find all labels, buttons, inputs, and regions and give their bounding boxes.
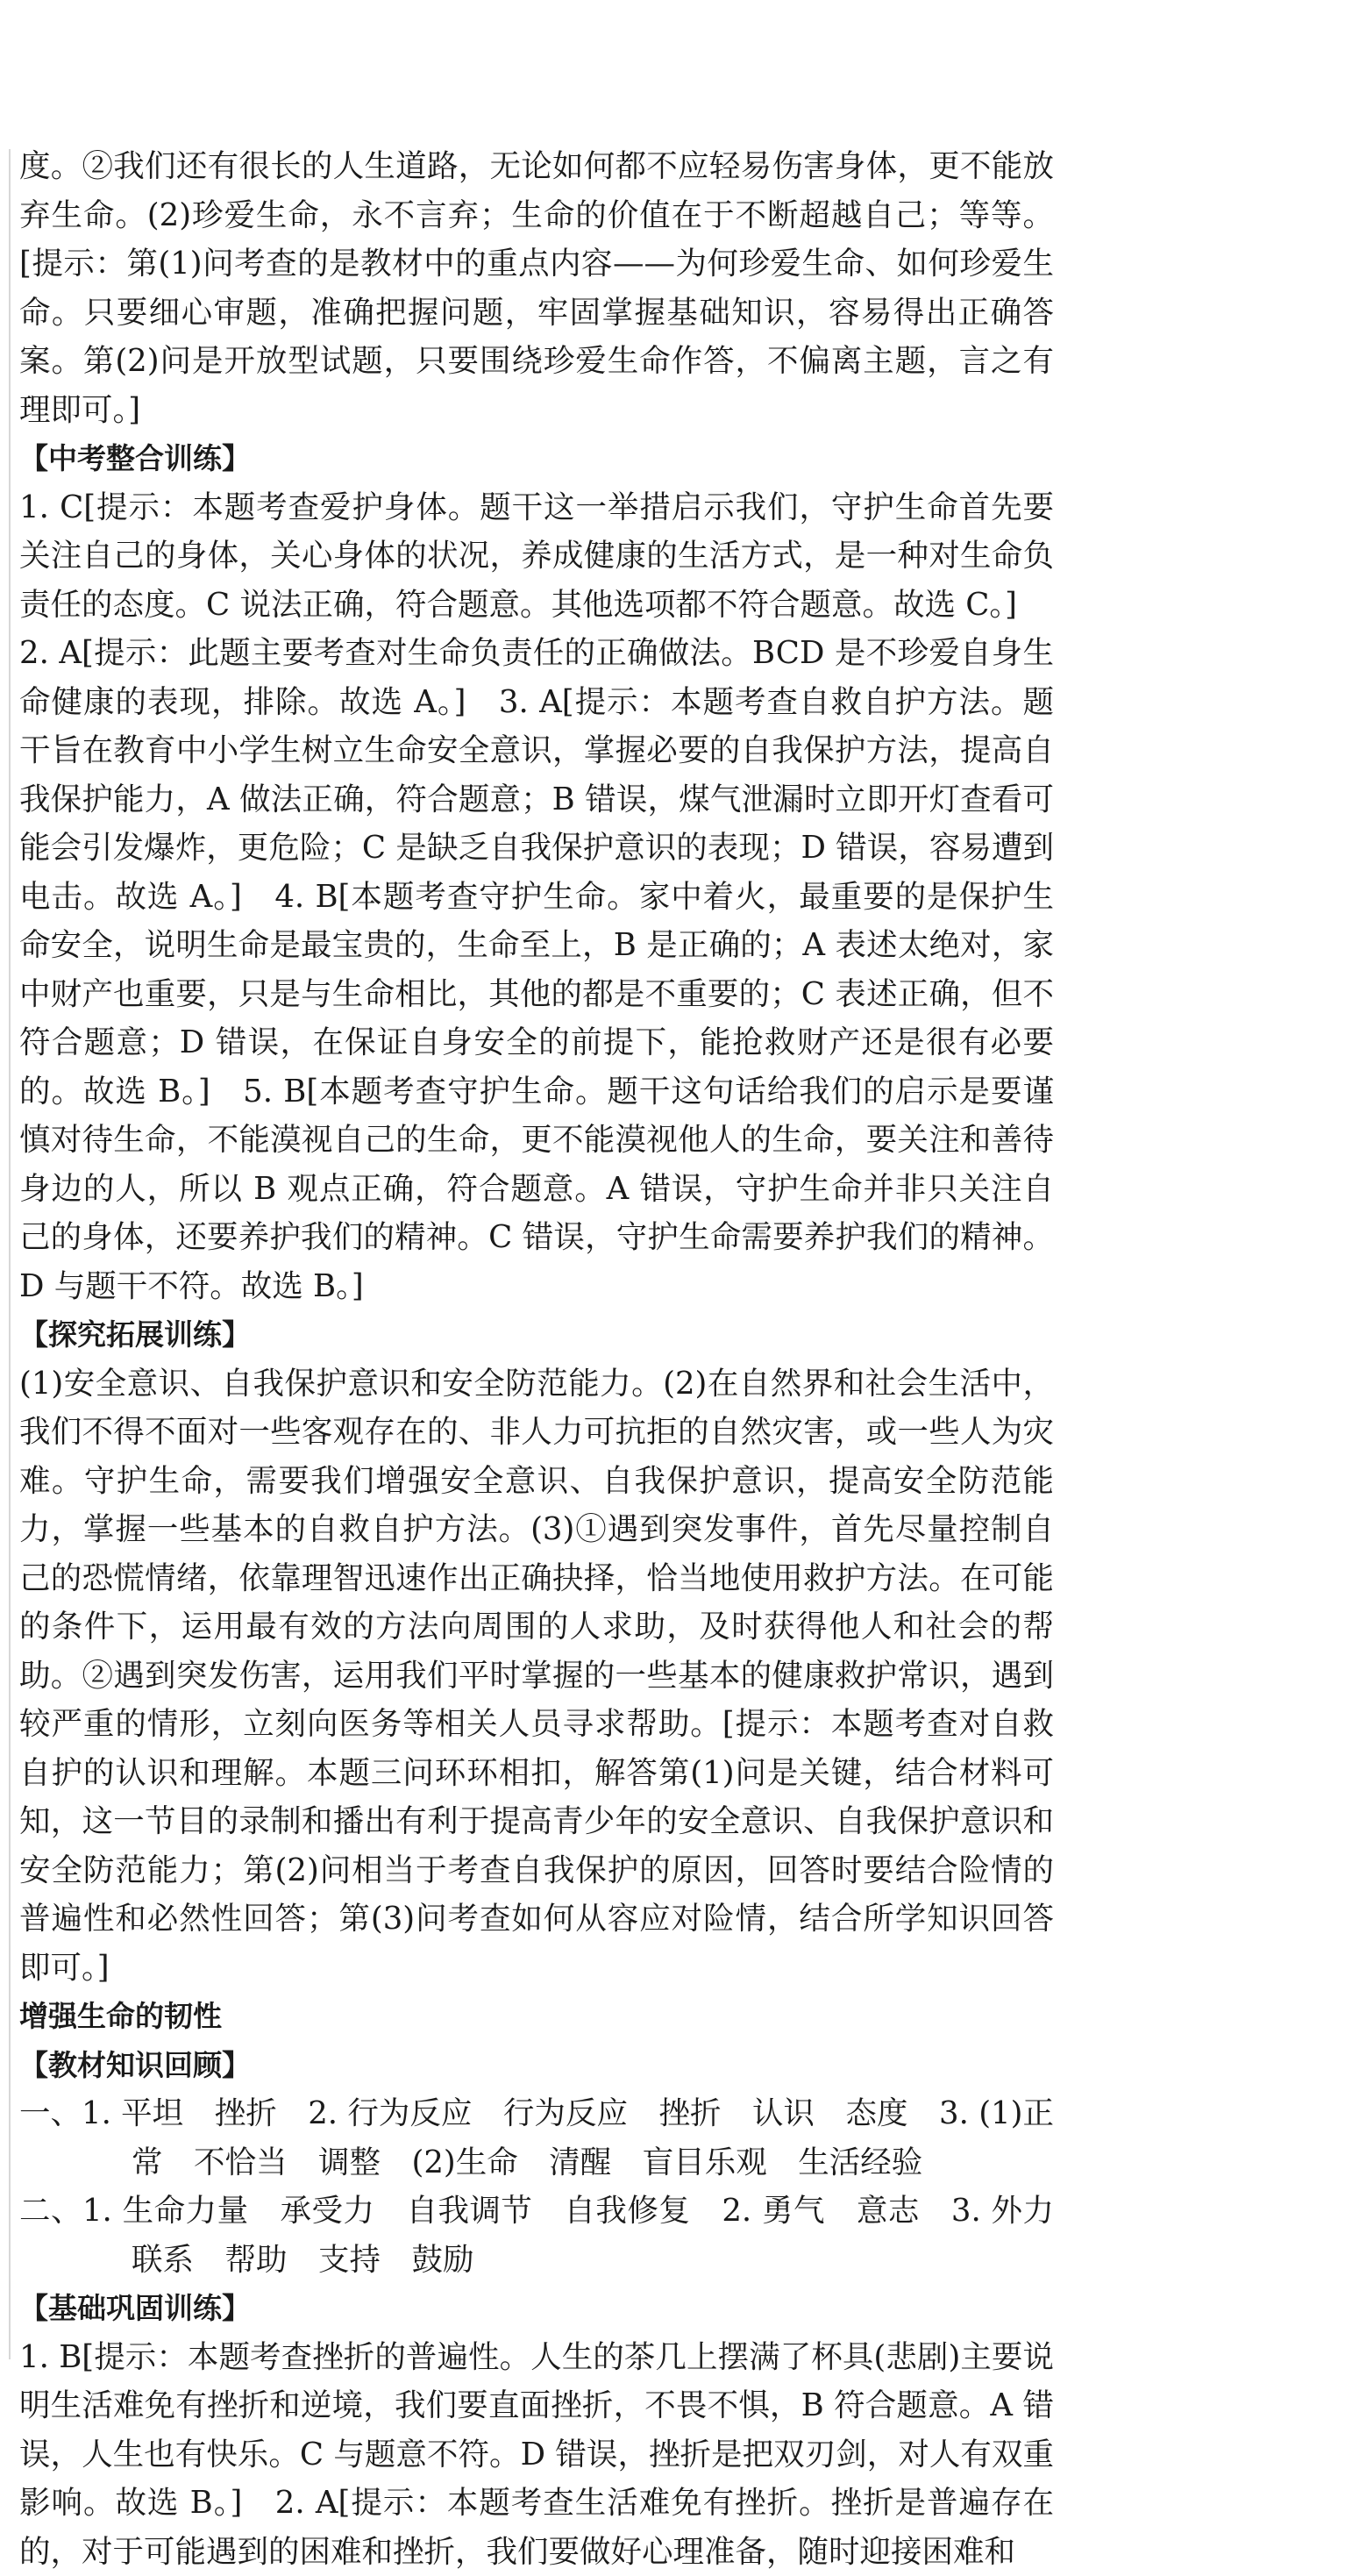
paragraph-tanjiu: (1)安全意识、自我保护意识和安全防范能力。(2)在自然界和社会生活中，我们不得不面对一些客观存在的、非人力可抗拒的自然灾害，或一些人为灾难。守护生命，需要我们增强安全意识、自我保护意识，提高安全防范能力，掌握一些基本的自救自护方法。(3)①遇到突发事件，首先尽量控制自己的恐慌情绪，依靠理智迅速作出正确抉择，恰当地使用救护方法。在可能的条件下，运用最有效的方法向周围的人求助，及时获得他人和社会的帮助。②遇到突发伤害，运用我们平时掌握的一些基本的健康救护常识，遇到较严重的情形，立刻向医务等相关人员寻求帮助。[提示：本题考查对自救自护的认识和理解。本题三问环环相扣，解答第(1)问是关键，结合材料可知，这一节目的录制和播出有利于提高青少年的安全意识、自我保护意识和安全防范能力；第(2)问相当于考查自我保护的原因，回答时要结合险情的普遍性和必然性回答；第(3)问考查如何从容应对险情，结合所学知识回答即可。] (19, 1359, 1054, 1993)
lesson-title: 增强生命的韧性 (19, 1992, 1054, 2041)
paragraph-intro: 度。②我们还有很长的人生道路，无论如何都不应轻易伤害身体，更不能放弃生命。(2)珍爱生命，永不言弃；生命的价值在于不断超越自己；等等。[提示：第(1)问考查的是教材中的重点内容——为何珍爱生命、如何珍爱生命。只要细心审题，准确把握问题，牢固掌握基础知识，容易得出正确答案。第(2)问是开放型试题，只要围绕珍爱生命作答，不偏离主题，言之有理即可。] (19, 142, 1054, 434)
paragraph-jichu: 1. B[提示：本题考查挫折的普遍性。人生的茶几上摆满了杯具(悲剧)主要说明生活难免有挫折和逆境，我们要直面挫折，不畏不惧，B 符合题意。A 错误，人生也有快乐。C 与题意不符。D 错误，挫折是把双刃剑，对人有双重影响。故选 B。] 2. A[提示：本题考查生活难免有挫折。挫折是普遍存在的，对于可能遇到的困难和挫折，我们要做好心理准备，随时迎接困难和 (19, 2333, 1054, 2576)
answer-item-1: 1. C[提示：本题考查爱护身体。题干这一举措启示我们，守护生命首先要关注自己的身体，关心身体的状况，养成健康的生活方式，是一种对生命负责任的态度。C 说法正确，符合题意。其他选项都不符合题意。故选 C。] (19, 483, 1054, 630)
section-heading-zhongkao: 【中考整合训练】 (19, 434, 1054, 483)
section-heading-jiaocai: 【教材知识回顾】 (19, 2041, 1054, 2090)
review-part-1: 一、1. 平坦 挫折 2. 行为反应 行为反应 挫折 认识 态度 3. (1)正常 不恰当 调整 (2)生命 清醒 盲目乐观 生活经验 (19, 2089, 1054, 2187)
section-heading-jichu: 【基础巩固训练】 (19, 2284, 1054, 2333)
review-part-2: 二、1. 生命力量 承受力 自我调节 自我修复 2. 勇气 意志 3. 外力联系 帮助 支持 鼓励 (19, 2187, 1054, 2284)
margin-rule (9, 149, 11, 2359)
answer-content (19, 142, 1054, 2576)
section-heading-tanjiu: 【探究拓展训练】 (19, 1310, 1054, 1359)
answer-items-2-5: 2. A[提示：此题主要考查对生命负责任的正确做法。BCD 是不珍爱自身生命健康的表现，排除。故选 A。] 3. A[提示：本题考查自救自护方法。题干旨在教育中小学生树立生命安全意识，掌握必要的自我保护方法，提高自我保护能力，A 做法正确，符合题意；B 错误，煤气泄漏时立即开灯查看可能会引发爆炸，更危险；C 是缺乏自我保护意识的表现；D 错误，容易遭到电击。故选 A。] 4. B[本题考查守护生命。家中着火，最重要的是保护生命安全，说明生命是最宝贵的，生命至上，B 是正确的；A 表述太绝对，家中财产也重要，只是与生命相比，其他的都是不重要的；C 表述正确，但不符合题意；D 错误，在保证自身安全的前提下，能抢救财产还是很有必要的。故选 B。] 5. B[本题考查守护生命。题干这句话给我们的启示是要谨慎对待生命，不能漠视自己的生命，更不能漠视他人的生命，要关注和善待身边的人，所以 B 观点正确，符合题意。A 错误，守护生命并非只关注自己的身体，还要养护我们的精神。C 错误，守护生命需要养护我们的精神。D 与题干不符。故选 B。] (19, 629, 1054, 1310)
